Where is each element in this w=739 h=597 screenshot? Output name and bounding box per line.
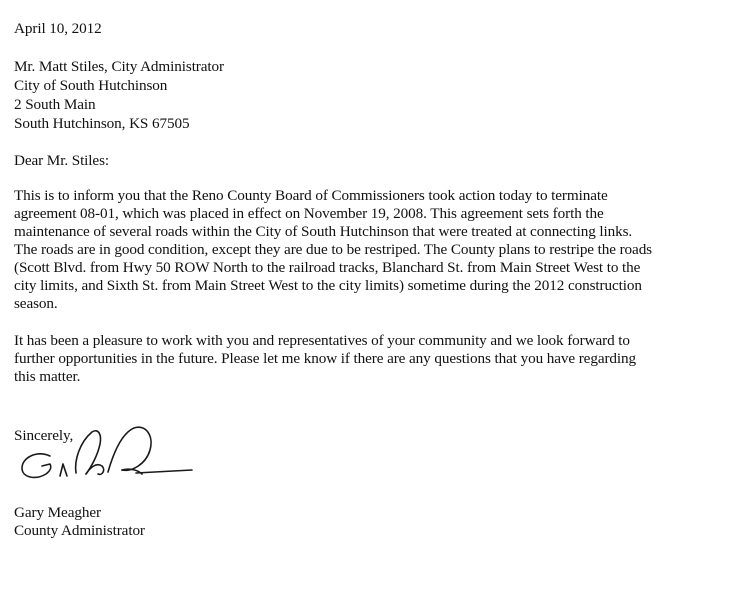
recipient-city-state-zip: South Hutchinson, KS 67505 (14, 115, 190, 132)
paragraph-line: The roads are in good condition, except they are due to be restriped. The County plans to restripe the roads (14, 241, 652, 258)
letter-date: April 10, 2012 (14, 20, 102, 37)
closing: Sincerely, (14, 427, 74, 444)
paragraph-line: This is to inform you that the Reno County Board of Commissioners took action today to terminate (14, 187, 608, 204)
salutation: Dear Mr. Stiles: (14, 152, 109, 169)
signer-name: Gary Meagher (14, 504, 101, 521)
recipient-street: 2 South Main (14, 96, 96, 113)
recipient-organization: City of South Hutchinson (14, 77, 168, 94)
signer-title: County Administrator (14, 522, 145, 539)
recipient-name-title: Mr. Matt Stiles, City Administrator (14, 58, 224, 75)
paragraph-line: (Scott Blvd. from Hwy 50 ROW North to the railroad tracks, Blanchard St. from Main Street West to the (14, 259, 641, 276)
paragraph-line: this matter. (14, 368, 81, 385)
paragraph-line: It has been a pleasure to work with you and representatives of your community and we look forward to (14, 332, 630, 349)
paragraph-line: city limits, and Sixth St. from Main Street West to the city limits) sometime during the 2012 construction (14, 277, 642, 294)
paragraph-line: further opportunities in the future. Please let me know if there are any questions that you have regarding (14, 350, 637, 367)
paragraph-line: agreement 08-01, which was placed in effect on November 19, 2008. This agreement sets forth the (14, 205, 604, 222)
paragraph-line: maintenance of several roads within the City of South Hutchinson that were treated at connecting links. (14, 223, 633, 240)
paragraph-line: season. (14, 295, 58, 312)
handwritten-signature (16, 418, 196, 490)
